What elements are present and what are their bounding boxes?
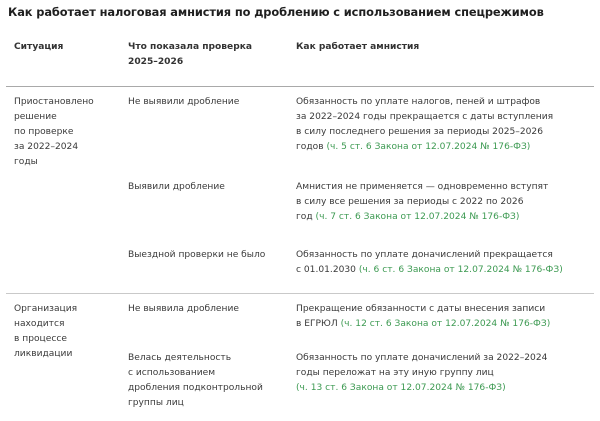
situation-line: Организация — [14, 304, 78, 314]
amnesty-last-line — [296, 140, 594, 155]
amnesty-last-line — [296, 210, 594, 225]
header-situation: Ситуация — [14, 42, 64, 52]
amnesty-line: Обязанность по уплате налогов, пеней и штрафов — [296, 97, 541, 107]
situation-cell — [14, 95, 114, 170]
header-check-result-line: Что показала проверка — [128, 42, 253, 52]
amnesty-line-text: год — [296, 212, 316, 222]
amnesty-last-line — [296, 381, 594, 396]
header-divider — [6, 86, 594, 87]
group-divider — [6, 293, 594, 294]
amnesty-cell — [296, 180, 594, 225]
header-amnesty: Как работает амнистия — [296, 42, 420, 52]
amnesty-line-text: с 01.01.2030 — [296, 265, 359, 275]
check-result-line: дробления подконтрольной — [128, 383, 263, 393]
amnesty-cell — [296, 351, 594, 396]
situation-line: за 2022–2024 — [14, 142, 79, 152]
situation-line: в процессе — [14, 334, 67, 344]
check-result-cell — [128, 95, 291, 110]
table-title: Как работает налоговая амнистия по дроблению с использованием спецрежимов — [8, 5, 544, 19]
law-reference: (ч. 13 ст. 6 Закона от 12.07.2024 № 176-ФЗ) — [296, 383, 506, 393]
amnesty-line: Обязанность по уплате доначислений за 2022–2024 — [296, 353, 548, 363]
check-result-line: Выездной проверки не было — [128, 250, 266, 260]
amnesty-cell — [296, 302, 594, 332]
amnesty-line-text: в ЕГРЮЛ — [296, 319, 341, 329]
amnesty-line-text: годов — [296, 142, 327, 152]
amnesty-last-line — [296, 263, 594, 278]
situation-line: решение — [14, 112, 57, 122]
check-result-line: Велась деятельность — [128, 353, 232, 363]
check-result-line: Не выявила дробление — [128, 304, 239, 314]
amnesty-line: Прекращение обязанности с даты внесения записи — [296, 304, 546, 314]
amnesty-line: Амнистия не применяется — одновременно вступят — [296, 182, 549, 192]
amnesty-cell — [296, 248, 594, 278]
check-result-cell — [128, 302, 291, 317]
check-result-line: с использованием — [128, 368, 216, 378]
check-result-line: Выявили дробление — [128, 182, 225, 192]
law-reference: (ч. 6 ст. 6 Закона от 12.07.2024 № 176-ФЗ) — [358, 265, 563, 275]
situation-line: ликвидации — [14, 349, 73, 359]
check-result-cell — [128, 248, 291, 263]
amnesty-line: за 2022–2024 годы прекращается с даты вступления — [296, 112, 554, 122]
law-reference: (ч. 5 ст. 6 Закона от 12.07.2024 № 176-ФЗ) — [326, 142, 531, 152]
amnesty-line: в силу все решения за периоды с 2022 по 2026 — [296, 197, 524, 207]
amnesty-cell — [296, 95, 594, 155]
amnesty-line: в силу последнего решения за периоды 2025–2026 — [296, 127, 543, 137]
situation-line: Приостановлено — [14, 97, 94, 107]
situation-line: годы — [14, 157, 38, 167]
law-reference: (ч. 12 ст. 6 Закона от 12.07.2024 № 176-ФЗ) — [340, 319, 551, 329]
check-result-cell — [128, 180, 291, 195]
situation-line: находится — [14, 319, 65, 329]
situation-cell — [14, 302, 114, 362]
amnesty-line: годы переложат на эту иную группу лиц — [296, 368, 494, 378]
situation-line: по проверке — [14, 127, 74, 137]
check-result-line: Не выявили дробление — [128, 97, 240, 107]
header-check-result-line: 2025–2026 — [128, 57, 184, 67]
amnesty-line: Обязанность по уплате доначислений прекращается — [296, 250, 553, 260]
amnesty-last-line — [296, 317, 594, 332]
check-result-cell — [128, 351, 291, 411]
law-reference: (ч. 7 ст. 6 Закона от 12.07.2024 № 176-ФЗ) — [315, 212, 520, 222]
check-result-line: группы лиц — [128, 398, 184, 408]
header-check-result — [128, 40, 291, 70]
